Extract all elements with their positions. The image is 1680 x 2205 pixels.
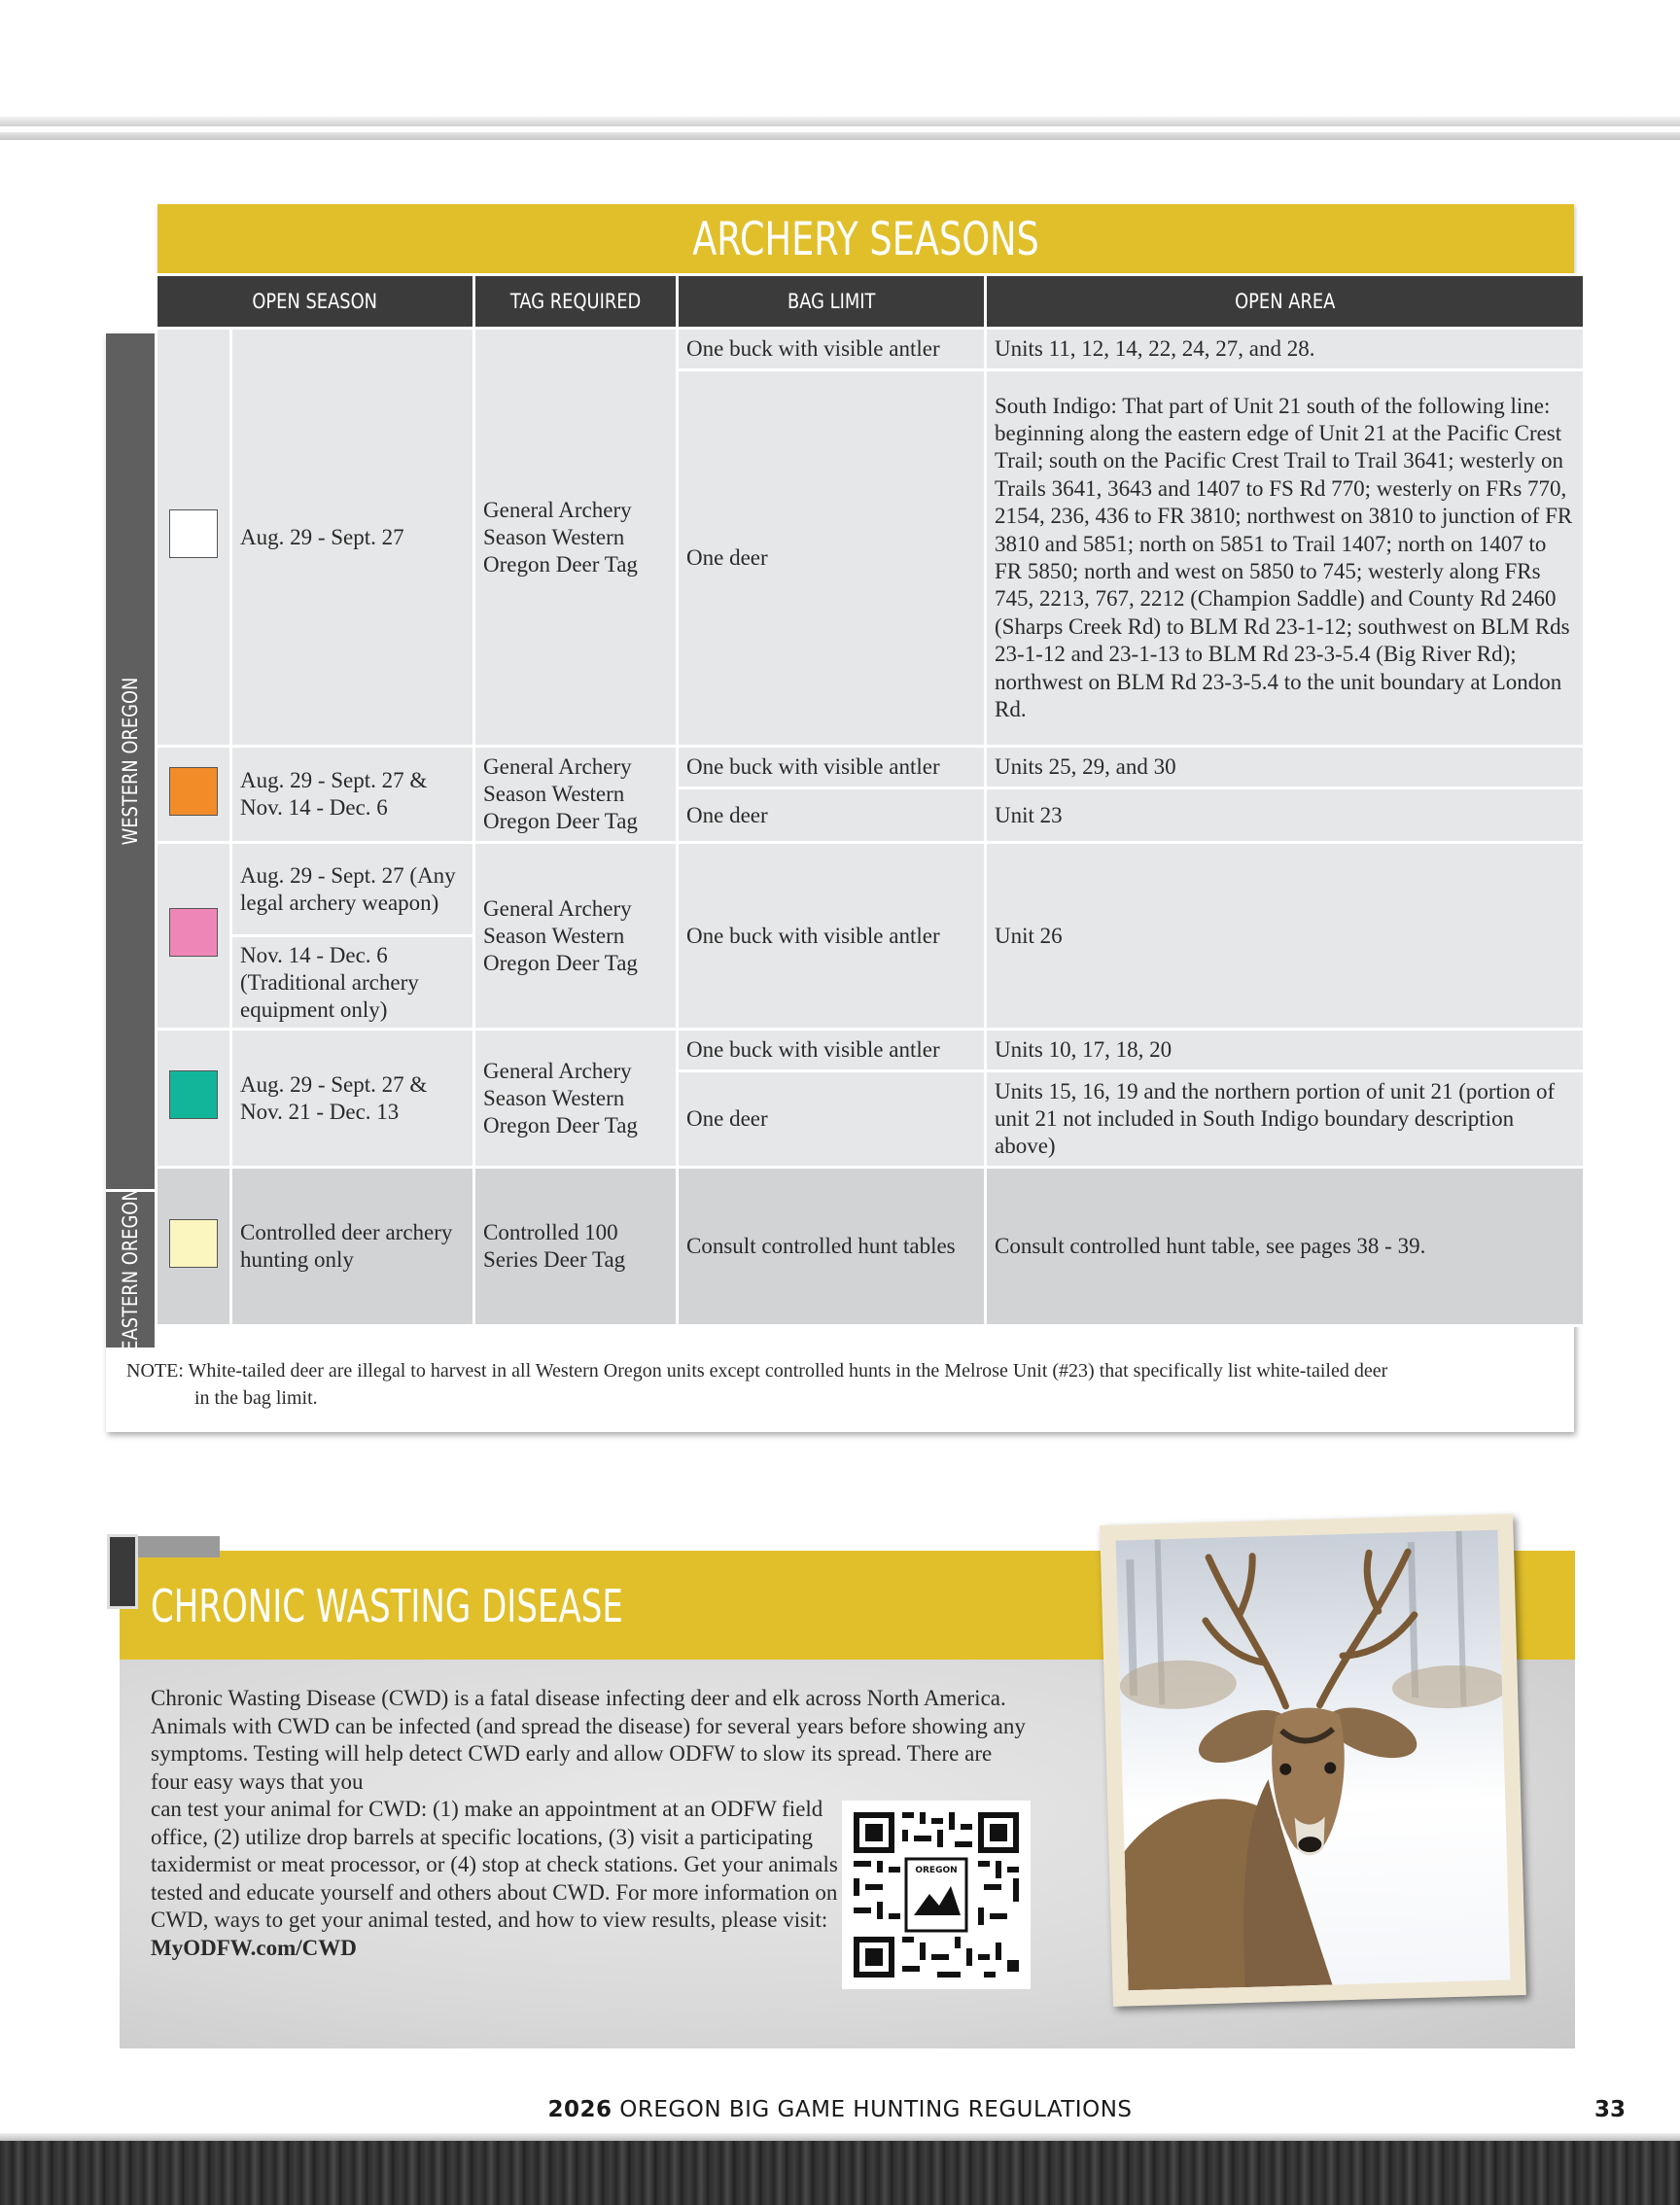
deer-photo-frame — [1100, 1514, 1526, 2007]
bag-cell: Consult controlled hunt tables — [679, 1169, 984, 1324]
note-line-1: NOTE: White-tailed deer are illegal to harvest in all Western Oregon units except controlled hunts in the Melrose Unit (#23) that specifically list white-tailed deer — [126, 1360, 1388, 1382]
swatch-cell — [158, 330, 229, 745]
tag-cell: General Archery Season Western Oregon Deer Tag — [475, 1031, 676, 1166]
table-row — [158, 1169, 1583, 1324]
swatch-cell — [158, 748, 229, 841]
cwd-paragraph-narrow: can test your animal for CWD: (1) make an appointment at an ODFW field office, (2) utilize drop barrels at specific locations, (3) visit a participating taxidermist or meat processor, or (4) stop at check stations. Get your animals tested and educate yourself and others about CWD. For more information on CWD, ways to get your animal tested, and how to view results, please visit: — [151, 1797, 838, 1932]
cwd-paragraph-wide: Chronic Wasting Disease (CWD) is a fatal disease infecting deer and elk across North America. Animals with CWD can be infected (and spread the disease) for several years before showing any symptoms. Testing will help detect CWD early and allow ODFW to slow its spread. There are four easy ways that you — [151, 1686, 1026, 1794]
area-cell: South Indigo: That part of Unit 21 south of the following line: beginning along the eastern edge of Unit 21 at the Pacific Crest Trail; south on the Pacific Crest Trail to Trail 3641; westerly on Trails 3641, 3643 and 1407 to FS Rd 770; westerly on FRs 770, 2154, 236, 436 to FR 3810; northwest on 3810 to junction of FR 3810 and 5851; north on 5851 to Trail 1407; north on 1407 to FR 5850; north and west on 5850 to 745; westerly along FRs 745, 2213, 767, 2212 (Champion Saddle) and County Rd 2460 (Sharps Creek Rd) to BLM Rd 23-1-12; southwest on BLM Rds 23-1-12 and 23-1-13 to BLM Rd 23-3-5.4 (Big River Rd); northwest on BLM Rd 23-3-5.4 to the unit boundary at London Rd. — [987, 371, 1583, 745]
tag-cell: General Archery Season Western Oregon Deer Tag — [475, 748, 676, 841]
season-cell: Aug. 29 - Sept. 27 & Nov. 21 - Dec. 13 — [232, 1031, 472, 1166]
side-label-eastern — [106, 1188, 155, 1351]
qr-logo-text: OREGON — [915, 1866, 958, 1875]
season-cell: Nov. 14 - Dec. 6 (Traditional archery equipment only) — [232, 937, 472, 1028]
archery-note — [126, 1357, 1556, 1412]
table-row — [158, 748, 1583, 787]
area-cell: Unit 26 — [987, 844, 1583, 1028]
table-row — [158, 844, 1583, 934]
top-rule-secondary — [0, 132, 1680, 140]
table-row — [158, 1031, 1583, 1069]
tag-cell: General Archery Season Western Oregon Deer Tag — [475, 844, 676, 1028]
top-rule — [0, 117, 1680, 126]
bag-cell: One deer — [679, 371, 984, 745]
area-cell: Unit 23 — [987, 789, 1583, 841]
footer-rule — [0, 2133, 1680, 2141]
cwd-tab-marker — [107, 1534, 138, 1609]
tag-cell: General Archery Season Western Oregon Deer Tag — [475, 330, 676, 745]
table-row — [158, 330, 1583, 368]
header-tag-required: TAG REQUIRED — [475, 276, 676, 327]
cwd-tab-accent — [138, 1536, 220, 1558]
bag-cell: One deer — [679, 789, 984, 841]
bag-cell: One deer — [679, 1072, 984, 1166]
season-cell: Aug. 29 - Sept. 27 — [232, 330, 472, 745]
table-header-row — [158, 276, 1583, 327]
area-cell: Units 10, 17, 18, 20 — [987, 1031, 1583, 1069]
tag-cell: Controlled 100 Series Deer Tag — [475, 1169, 676, 1324]
area-cell: Consult controlled hunt table, see pages 38 - 39. — [987, 1169, 1583, 1324]
side-label-western-text: WESTERN OREGON — [119, 677, 142, 846]
footer-publication: OREGON BIG GAME HUNTING REGULATIONS — [619, 2097, 1133, 2122]
area-cell: Units 11, 12, 14, 22, 24, 27, and 28. — [987, 330, 1583, 368]
archery-title: ARCHERY SEASONS — [692, 213, 1039, 266]
area-cell: Units 15, 16, 19 and the northern portion of unit 21 (portion of unit 21 not included in South Indigo boundary description above) — [987, 1072, 1583, 1166]
header-open-season: OPEN SEASON — [158, 276, 472, 327]
cwd-title: CHRONIC WASTING DISEASE — [151, 1580, 623, 1632]
header-open-area: OPEN AREA — [987, 276, 1583, 327]
page-number: 33 — [1594, 2097, 1627, 2122]
qr-code[interactable] — [842, 1801, 1031, 1989]
footer-title — [0, 2097, 1680, 2122]
mule-deer-illustration — [1116, 1530, 1511, 1991]
bag-cell: One buck with visible antler — [679, 1031, 984, 1069]
swatch-white — [169, 509, 218, 558]
qr-code-icon — [842, 1801, 1031, 1989]
season-cell: Aug. 29 - Sept. 27 (Any legal archery weapon) — [232, 844, 472, 934]
footer-wood-band — [0, 2141, 1680, 2205]
season-cell: Controlled deer archery hunting only — [232, 1169, 472, 1324]
swatch-orange — [169, 767, 218, 816]
note-line-2: in the bag limit. — [194, 1387, 318, 1409]
deer-photo — [1116, 1530, 1511, 1991]
season-cell: Aug. 29 - Sept. 27 & Nov. 14 - Dec. 6 — [232, 748, 472, 841]
bag-cell: One buck with visible antler — [679, 748, 984, 787]
footer-year: 2026 — [547, 2097, 612, 2122]
bag-cell: One buck with visible antler — [679, 844, 984, 1028]
bag-cell: One buck with visible antler — [679, 330, 984, 368]
area-cell: Units 25, 29, and 30 — [987, 748, 1583, 787]
cwd-link[interactable]: MyODFW.com/CWD — [151, 1935, 357, 1960]
swatch-teal — [169, 1070, 218, 1119]
swatch-yellow — [169, 1219, 218, 1268]
swatch-cell — [158, 844, 229, 1028]
archery-title-bar — [158, 204, 1574, 275]
swatch-cell — [158, 1169, 229, 1324]
side-label-western — [106, 333, 155, 1189]
swatch-pink — [169, 908, 218, 957]
side-label-eastern-text: EASTERN OREGON — [119, 1188, 142, 1351]
header-bag-limit: BAG LIMIT — [679, 276, 984, 327]
swatch-cell — [158, 1031, 229, 1166]
archery-table — [155, 273, 1586, 1327]
